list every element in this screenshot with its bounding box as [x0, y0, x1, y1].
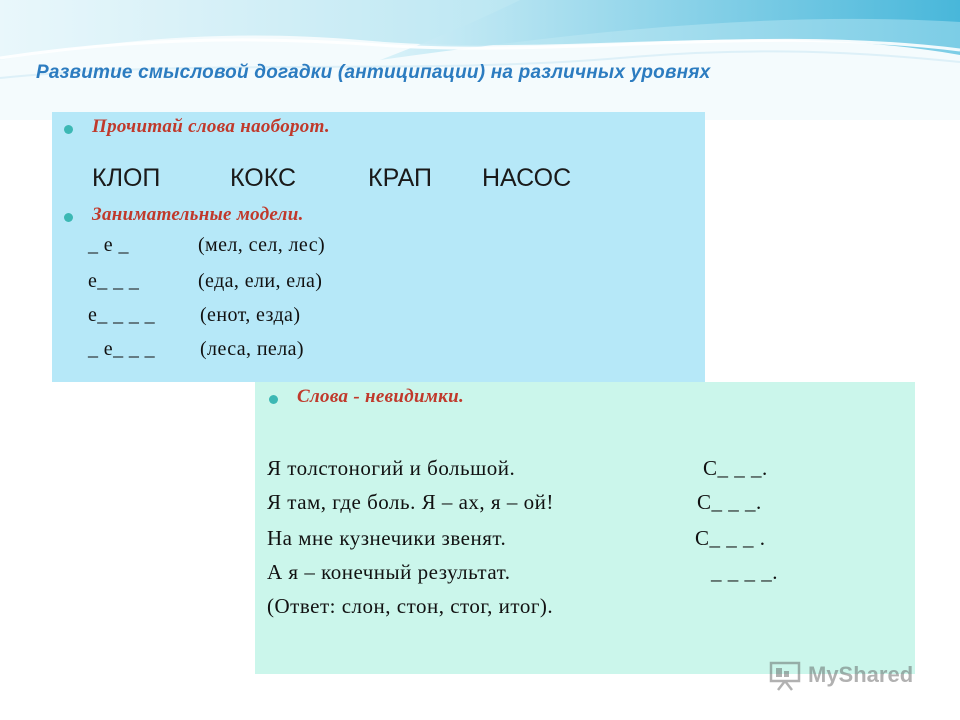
box-reading-and-models: [52, 112, 705, 382]
watermark-text: MyShared: [808, 662, 914, 687]
riddle-blank: С_ _ _.: [703, 456, 768, 480]
riddle-blank: _ _ _ _.: [711, 560, 778, 584]
heading-invisible-words: Слова - невидимки.: [297, 386, 465, 407]
heading-models: Занимательные модели.: [92, 204, 304, 225]
header-wave-decoration: [0, 0, 960, 120]
heading-read-backwards: Прочитай слова наоборот.: [92, 116, 330, 137]
riddle-blank: С_ _ _ .: [695, 526, 766, 550]
riddle-text: Я там, где боль. Я – ах, я – ой!: [267, 490, 554, 514]
riddle-text: На мне кузнечики звенят.: [267, 526, 507, 550]
riddle-blank: С_ _ _.: [697, 490, 762, 514]
box-invisible-words: [255, 382, 915, 674]
bullet-icon: [64, 213, 73, 222]
word: КРАП: [368, 164, 432, 192]
model-pattern: е_ _ _: [88, 270, 140, 292]
riddle-answer: (Ответ: слон, стон, стог, итог).: [267, 594, 554, 618]
riddle-text: Я толстоногий и большой.: [267, 456, 516, 480]
bullet-icon: [64, 125, 73, 134]
model-answers: (еда, ели, ела): [198, 270, 323, 292]
page-title: Развитие смысловой догадки (антиципации) на различных уровнях: [36, 62, 711, 83]
riddle-text: А я – конечный результат.: [267, 560, 511, 584]
model-pattern: _ е_ _ _: [88, 338, 156, 360]
watermark-logo: [768, 658, 928, 694]
word: КОКС: [230, 164, 297, 192]
word: КЛОП: [92, 164, 161, 192]
word: НАСОС: [482, 164, 572, 192]
presentation-icon: [768, 658, 802, 692]
model-pattern: е_ _ _ _: [88, 304, 156, 326]
model-answers: (леса, пела): [200, 338, 304, 360]
bullet-icon: [269, 395, 278, 404]
model-pattern: _ е _: [88, 234, 129, 256]
model-answers: (енот, езда): [200, 304, 301, 326]
model-answers: (мел, сел, лес): [198, 234, 326, 256]
